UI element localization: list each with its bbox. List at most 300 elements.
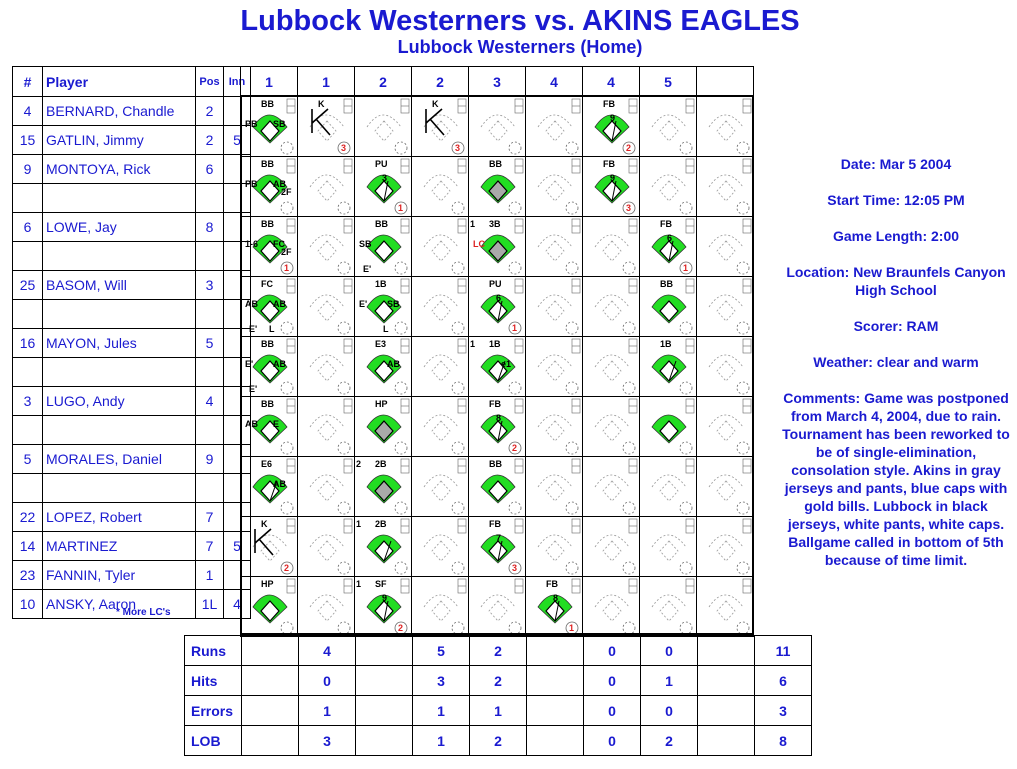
diamond-icon [412,397,468,456]
inning-header: 3 [469,67,526,97]
at-bat-cell[interactable] [583,277,640,337]
at-bat-cell[interactable] [241,397,298,457]
at-bat-cell[interactable] [469,217,526,277]
player-number: 4 [13,97,43,126]
at-bat-cell[interactable] [697,97,754,157]
totals-value [527,726,584,756]
play-note-right: AB [273,299,286,309]
play-result: 2B [375,519,387,529]
diamond-icon [526,277,582,336]
diamond-icon [412,517,468,576]
roster-row [13,445,251,474]
game-title: Lubbock Westerners vs. AKINS EAGLES [240,5,800,37]
player-name: MONTOYA, Rick [43,155,196,184]
player-inning: 4 [224,590,251,619]
fielder-number: 9 [382,593,388,603]
at-bat-cell[interactable] [355,397,412,457]
roster-row [13,474,251,503]
at-bat-cell[interactable] [526,277,583,337]
player-inning: 5 [224,126,251,155]
roster-row [13,184,251,213]
play-result: SF [375,579,387,589]
at-bat-cell[interactable] [640,277,697,337]
diamond-icon [469,97,525,156]
player-number [13,184,43,213]
diamond-icon [526,97,582,156]
at-bat-cell[interactable] [412,457,469,517]
fielder-number: 8 [553,593,559,603]
diamond-icon [526,517,582,576]
at-bat-cell[interactable] [640,337,697,397]
at-bat-cell[interactable] [697,517,754,577]
batter-row [241,277,754,337]
diamond-icon [298,517,354,576]
at-bat-cell[interactable] [412,97,469,157]
at-bat-cell[interactable] [469,397,526,457]
at-bat-cell[interactable] [355,277,412,337]
totals-row [185,726,812,756]
diamond-icon [583,277,639,336]
play-note-left: PB [245,179,258,189]
batter-row [241,397,754,457]
at-bat-cell[interactable] [241,157,298,217]
play-result: BB [489,159,502,169]
play-note-left: 1-6 [245,239,259,249]
at-bat-cell[interactable] [241,457,298,517]
diamond-icon [526,157,582,216]
player-number: 23 [13,561,43,590]
player-position: 2 [196,126,224,155]
diamond-icon [298,577,354,636]
out-number: 2 [398,623,404,633]
at-bat-cell[interactable] [583,337,640,397]
at-bat-cell[interactable] [298,517,355,577]
play-note-extra: 2F [281,247,292,257]
diamond-icon [640,457,696,516]
at-bat-cell[interactable] [583,517,640,577]
out-number: 3 [455,143,461,153]
pitch-count: 1 [356,579,362,589]
player-name [43,300,196,329]
player-name: LUGO, Andy [43,387,196,416]
at-bat-cell[interactable] [298,97,355,157]
player-name [43,242,196,271]
at-bat-cell[interactable] [469,277,526,337]
player-position [196,300,224,329]
play-note-right: AB [273,359,286,369]
at-bat-cell[interactable] [298,277,355,337]
roster-row [13,97,251,126]
inning-header: 4 [526,67,583,97]
play-note-right: AB [273,179,286,189]
totals-value [242,696,299,726]
roster-row [13,242,251,271]
header-inn: Inn [224,67,251,97]
diamond-icon [583,217,639,276]
at-bat-cell[interactable] [355,457,412,517]
at-bat-cell[interactable] [640,457,697,517]
at-bat-cell[interactable] [241,337,298,397]
batter-row [241,517,754,577]
play-result: FB [603,159,615,169]
play-result: FB [603,99,615,109]
diamond-icon [640,157,696,216]
play-result: PU [489,279,502,289]
at-bat-cell[interactable] [697,577,754,637]
play-note-bottom-right: L [269,324,275,334]
out-number: 1 [284,263,290,273]
at-bat-cell[interactable] [583,97,640,157]
totals-value: 1 [641,666,698,696]
diamond-icon [412,337,468,396]
batter-row [241,337,754,397]
player-position: 1 [196,561,224,590]
play-note-left: SB [359,239,372,249]
totals-label: Errors [185,696,242,726]
at-bat-cell[interactable] [412,337,469,397]
at-bat-cell[interactable] [412,157,469,217]
totals-value: 2 [470,726,527,756]
diamond-icon [697,157,753,216]
totals-value: 0 [641,696,698,726]
out-number: 1 [512,323,518,333]
diamond-icon [298,337,354,396]
at-bat-cell[interactable] [697,397,754,457]
at-bat-cell[interactable] [412,517,469,577]
play-note-left: AB [245,299,258,309]
totals-table [184,635,812,756]
at-bat-cell[interactable] [697,337,754,397]
player-name: MARTINEZ [43,532,196,561]
at-bat-cell[interactable] [412,577,469,637]
at-bat-cell[interactable] [355,97,412,157]
fielder-number: 6 [667,233,673,243]
at-bat-cell[interactable] [241,517,298,577]
at-bat-cell[interactable] [526,397,583,457]
player-number [13,300,43,329]
at-bat-cell[interactable] [298,217,355,277]
roster-row [13,503,251,532]
play-result: BB [660,279,673,289]
at-bat-cell[interactable] [526,97,583,157]
play-note-right: FC [273,239,285,249]
at-bat-cell[interactable] [241,277,298,337]
diamond-icon [412,157,468,216]
totals-value: 0 [584,666,641,696]
play-note-bottom: E' [363,264,372,274]
player-number: 16 [13,329,43,358]
totals-value [698,726,755,756]
play-result: FB [489,399,501,409]
game-date: Date: Mar 5 2004 [840,156,952,172]
at-bat-cell[interactable] [469,517,526,577]
batter-row [241,457,754,517]
at-bat-cell[interactable] [241,217,298,277]
inning-header: 2 [355,67,412,97]
play-result: BB [261,339,274,349]
player-number: 14 [13,532,43,561]
at-bat-cell[interactable] [583,457,640,517]
play-note-right: SB [387,299,400,309]
at-bat-cell[interactable] [469,337,526,397]
player-number: 10 [13,590,43,619]
comments: Comments: Game was postponed from March 4, 2004, due to rain. Tournament has been reworked to be of single-elimination, consolation style. Akins in gray jerseys and pants, blue caps with gold bills. Lubbock in black jerseys, white pants, white caps. Ballgame called in bottom of 5th because of time limit. [782,390,1010,568]
at-bat-cell[interactable] [526,337,583,397]
player-name [43,416,196,445]
fielder-number: 7 [496,533,502,543]
player-name: GATLIN, Jimmy [43,126,196,155]
at-bat-cell[interactable] [355,217,412,277]
location: Location: New Braunfels Canyon High School [786,264,1006,298]
play-result: BB [261,99,274,109]
totals-value: 2 [470,666,527,696]
at-bat-cell[interactable] [640,517,697,577]
diamond-icon [412,457,468,516]
player-name [43,358,196,387]
at-bat-cell[interactable] [412,397,469,457]
diamond-icon [298,217,354,276]
at-bat-cell[interactable] [355,577,412,637]
at-bat-cell[interactable] [640,217,697,277]
totals-value: 3 [755,696,812,726]
at-bat-cell[interactable] [526,217,583,277]
at-bat-cell[interactable] [298,397,355,457]
game-subtitle: Lubbock Westerners (Home) [397,37,643,57]
inning-header: 4 [583,67,640,97]
player-name: LOPEZ, Robert [43,503,196,532]
play-result: FB [546,579,558,589]
diamond-icon [640,397,696,456]
totals-label: Runs [185,636,242,666]
fielder-number: 3 [382,173,388,183]
totals-value: 4 [299,636,356,666]
totals-value: 0 [584,726,641,756]
at-bat-cell[interactable] [412,217,469,277]
weather: Weather: clear and warm [813,354,979,370]
at-bat-cell[interactable] [583,577,640,637]
player-name [43,184,196,213]
player-position: 5 [196,329,224,358]
pitch-count: 1 [470,339,476,349]
at-bat-cell[interactable] [298,157,355,217]
play-result: 1B [375,279,387,289]
at-bat-cell[interactable] [298,457,355,517]
player-name: LOWE, Jay [43,213,196,242]
player-position: 9 [196,445,224,474]
diamond-icon [469,577,525,636]
player-inning: 5 [224,532,251,561]
totals-value: 0 [584,636,641,666]
at-bat-cell[interactable] [355,157,412,217]
player-number: 15 [13,126,43,155]
play-note-right: AB [273,479,286,489]
at-bat-cell[interactable] [241,577,298,637]
at-bat-cell[interactable] [583,217,640,277]
player-position: 2 [196,97,224,126]
totals-value: 8 [755,726,812,756]
at-bat-cell[interactable] [355,337,412,397]
play-result: K [261,519,268,529]
diamond-icon [583,337,639,396]
totals-value [242,636,299,666]
at-bat-cell[interactable] [526,457,583,517]
at-bat-cell[interactable] [697,277,754,337]
player-position [196,184,224,213]
inning-header [697,67,754,97]
fielder-number: 8 [496,413,502,423]
diamond-icon [583,397,639,456]
roster-row [13,561,251,590]
diamond-icon [697,517,753,576]
totals-value [698,636,755,666]
diamond-icon [526,457,582,516]
player-position: 3 [196,271,224,300]
totals-label: Hits [185,666,242,696]
diamond-icon [412,577,468,636]
header-player: Player [43,67,196,97]
batter-row [241,217,754,277]
at-bat-cell[interactable] [526,157,583,217]
header-num: # [13,67,43,97]
totals-value: 3 [413,666,470,696]
play-result: K [318,99,325,109]
out-number: 1 [398,203,404,213]
player-name: ANSKY, Aaron [43,590,196,619]
at-bat-cell[interactable] [640,397,697,457]
at-bat-cell[interactable] [697,457,754,517]
diamond-icon [697,397,753,456]
play-note-right: AB [387,359,400,369]
totals-row [185,696,812,726]
roster-row [13,329,251,358]
player-position [196,474,224,503]
play-note-right: E [273,419,280,429]
play-note-left: E' [245,359,254,369]
totals-value: 2 [470,636,527,666]
diamond-icon [697,457,753,516]
totals-value [698,696,755,726]
player-position: 6 [196,155,224,184]
at-bat-cell[interactable] [469,457,526,517]
at-bat-cell[interactable] [469,97,526,157]
out-number: 2 [626,143,632,153]
at-bat-cell[interactable] [526,577,583,637]
play-result: E6 [261,459,273,469]
player-number: 22 [13,503,43,532]
totals-value [527,666,584,696]
player-position [196,242,224,271]
totals-value: 0 [641,636,698,666]
play-result: HP [261,579,274,589]
at-bat-cell[interactable] [640,577,697,637]
player-position: 8 [196,213,224,242]
totals-row [185,636,812,666]
at-bat-cell[interactable] [355,517,412,577]
at-bat-cell[interactable] [583,397,640,457]
totals-value: 11 [755,636,812,666]
play-result: E3 [375,339,387,349]
player-number [13,358,43,387]
at-bat-cell[interactable] [640,157,697,217]
at-bat-cell[interactable] [298,337,355,397]
at-bat-cell[interactable] [640,97,697,157]
roster-row [13,155,251,184]
at-bat-cell[interactable] [298,577,355,637]
fielder-number: 6 [496,293,502,303]
play-result: FB [660,219,672,229]
at-bat-cell[interactable] [583,157,640,217]
totals-value: 1 [470,696,527,726]
scorer: Scorer: RAM [853,318,939,334]
player-name: MAYON, Jules [43,329,196,358]
at-bat-cell[interactable] [526,517,583,577]
play-result: FB [489,519,501,529]
player-name: BASOM, Will [43,271,196,300]
player-number: 5 [13,445,43,474]
totals-value: 0 [299,666,356,696]
out-number: 3 [626,203,632,213]
roster-row [13,213,251,242]
play-result: 2B [375,459,387,469]
out-number: 1 [569,623,575,633]
player-number: 3 [13,387,43,416]
roster-row [13,300,251,329]
diamond-icon [583,517,639,576]
player-number: 25 [13,271,43,300]
at-bat-cell[interactable] [697,217,754,277]
diamond-icon [640,97,696,156]
roster-row [13,416,251,445]
at-bat-cell[interactable] [241,97,298,157]
totals-value [698,666,755,696]
play-result: 3B [489,219,501,229]
game-length: Game Length: 2:00 [832,228,960,244]
totals-value: 1 [299,696,356,726]
out-number: 3 [341,143,347,153]
diamond-icon [697,217,753,276]
diamond-icon [583,577,639,636]
totals-value: 2 [641,726,698,756]
play-result: 1B [660,339,672,349]
pitch-count: 1 [356,519,362,529]
player-position: 7 [196,503,224,532]
at-bat-cell[interactable] [469,577,526,637]
inning-header: 1 [241,67,298,97]
at-bat-cell[interactable] [412,277,469,337]
out-number: 2 [512,443,518,453]
play-note-right: e1 [501,359,512,369]
more-lc-note: * More LC's [116,607,171,618]
play-result: BB [261,399,274,409]
at-bat-cell[interactable] [697,157,754,217]
play-result: K [432,99,439,109]
player-name: MORALES, Daniel [43,445,196,474]
fielder-number: 9 [610,173,616,183]
totals-value [242,666,299,696]
batter-row [241,577,754,637]
totals-value: 6 [755,666,812,696]
diamond-icon [526,397,582,456]
totals-label: LOB [185,726,242,756]
out-number: 2 [284,563,290,573]
at-bat-cell[interactable] [469,157,526,217]
pitch-count: 2 [356,459,362,469]
totals-value [356,666,413,696]
totals-value [527,636,584,666]
totals-value: 3 [299,726,356,756]
totals-value: 1 [413,696,470,726]
pitch-count: 1 [470,219,476,229]
